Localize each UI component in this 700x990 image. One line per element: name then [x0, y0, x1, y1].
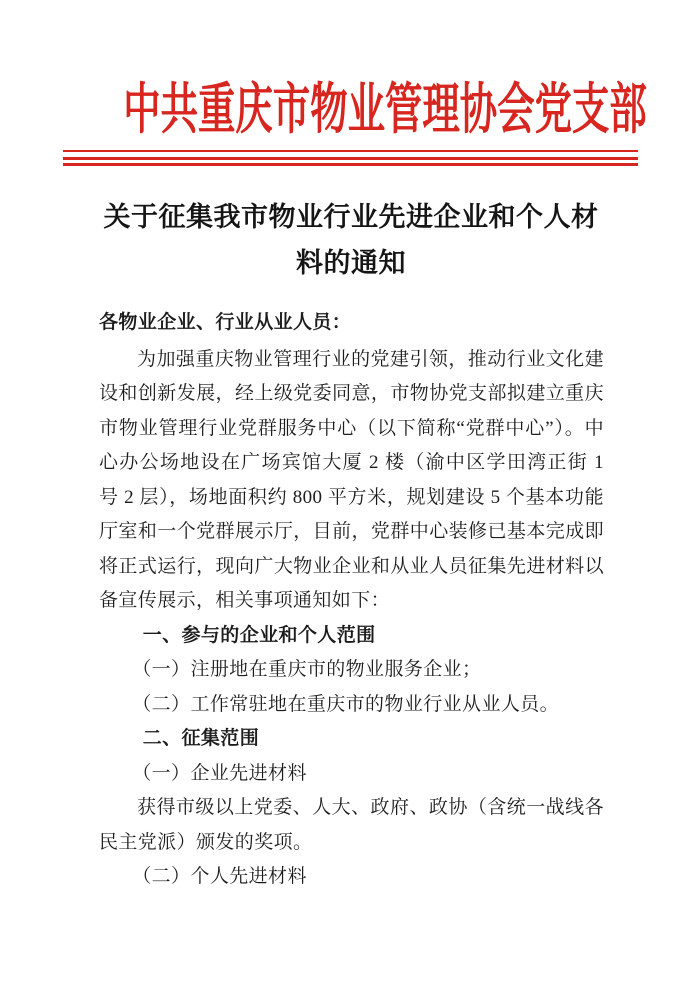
section-1-item-2: （二）工作常驻地在重庆市的物业行业从业人员。: [132, 693, 560, 715]
document-title-line-1: 关于征集我市物业行业先进企业和个人材: [103, 202, 599, 232]
paragraph-intro: 为加强重庆物业管理行业的党建引领，推动行业文化建设和创新发展，经上级党委同意，市物协党支部拟建立重庆市物业管理行业党群服务中心（以下简称“党群中心”）。中心办公场地设在广场宾馆大厦 2 楼（渝中区学田湾正街 1 号 2 层），场地面积约 800 平方米，规划建设 5 个基本功能厅室和一个党群展示厅，目前，党群中心装修已基本完成即将正式运行，现向广大物业企业和从业人员征集先进材料以备宣传展示，相关事项通知如下：: [99, 348, 604, 611]
letterhead-rule-thin: [63, 150, 638, 152]
section-2-item-2: （二）个人先进材料: [132, 866, 307, 887]
letterhead-org-name: 中共重庆市物业管理协会党支部: [123, 79, 647, 140]
salutation: 各物业企业、行业从业人员：: [99, 312, 352, 333]
section-heading-2: 二、征集范围: [142, 728, 260, 749]
document-title: [98, 194, 604, 286]
section-1-item-1: （一）注册地在重庆市的物业服务企业；: [132, 659, 482, 680]
document-body: [99, 306, 604, 895]
letterhead: [0, 80, 700, 140]
section-2-item-1: （一）企业先进材料: [132, 762, 307, 784]
section-2-item-1-detail: 获得市级以上党委、人大、政府、政协（含统一战线各民主党派）颁发的奖项。: [99, 797, 604, 853]
document-title-line-2: 料的通知: [296, 248, 406, 278]
letterhead-rule-double: [63, 157, 638, 166]
section-heading-1: 一、参与的企业和个人范围: [142, 624, 376, 646]
